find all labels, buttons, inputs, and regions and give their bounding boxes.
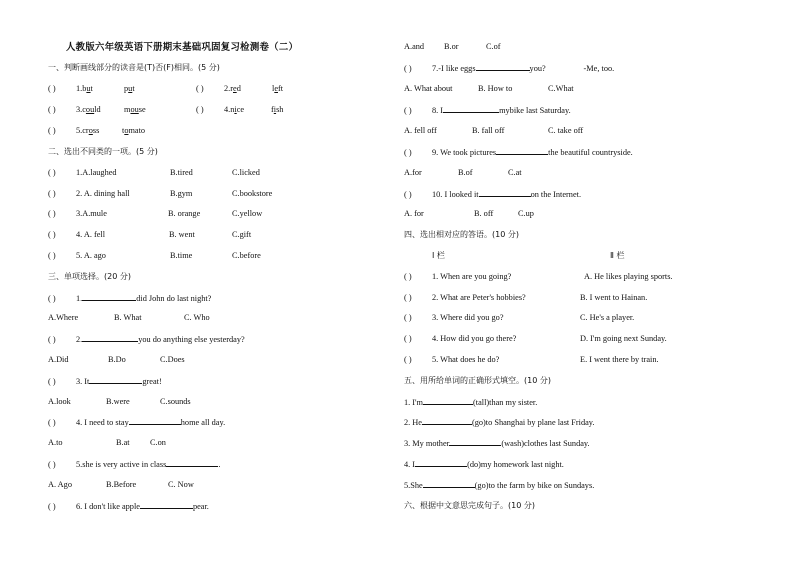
section-4-heading: 四、选出相对应的答语。(10 分)	[404, 230, 519, 239]
s4-row-3: ( ) 3. Where did you go? C. He's a player.	[404, 313, 635, 322]
s3-question-7: ( ) 7.-I like eggs you? -Me, too.	[404, 64, 615, 73]
s2-question-2: ( ) 2. A. dining hall B.gym C.bookstore	[48, 189, 273, 198]
s4-row-1: ( ) 1. When are you going? A. He likes playing sports.	[404, 272, 673, 281]
s1-word-3b: mouse	[124, 105, 146, 114]
s5-question-1: 1. I'm (tall)than my sister.	[404, 398, 538, 407]
s1-question-2: ( ) 2.red	[196, 84, 241, 93]
s3-question-4: ( ) 4. I need to stay home all day.	[48, 418, 226, 427]
s3-options-9: A.for B.of C.at	[404, 168, 522, 177]
s3-options-8: A. fell off B. fall off C. take off	[404, 126, 584, 135]
s4-row-5: ( ) 5. What does he do? E. I went there by train.	[404, 355, 659, 364]
s3-question-9: ( ) 9. We took pictures the beautiful countryside.	[404, 148, 633, 157]
s1-question-4: ( ) 4.nice	[196, 105, 245, 114]
section-2-heading: 二、选出不同类的一项。(5 分)	[48, 147, 158, 156]
section-1-heading: 一、判断画线部分的读音是(T)否(F)相同。(5 分)	[48, 63, 220, 72]
s3-options-1: A.Where B. What C. Who	[48, 313, 210, 322]
s3-options-5: A. Ago B.Before C. Now	[48, 480, 194, 489]
s5-question-2: 2. He (go)to Shanghai by plane last Friday.	[404, 418, 595, 427]
s3-options-2: A.Did B.Do C.Does	[48, 355, 185, 364]
s1-word-2b: left	[272, 84, 284, 93]
s2-question-1: ( ) 1.A.laughed B.tired C.licked	[48, 168, 260, 177]
s3-question-10: ( ) 10. I looked it on the Internet.	[404, 190, 582, 199]
s3-options-6: A.and B.or C.of	[404, 42, 501, 51]
s1-question-1: ( ) 1.but	[48, 84, 93, 93]
s3-question-2: ( ) 2. you do anything else yesterday?	[48, 335, 245, 344]
s3-question-5: ( ) 5.she is very active in class .	[48, 460, 221, 469]
s1-word-1b: put	[124, 84, 135, 93]
s1-word-5b: tomato	[122, 126, 146, 135]
section-5-heading: 五、用所给单词的正确形式填空。(10 分)	[404, 376, 551, 385]
s1-question-3: ( ) 3.could	[48, 105, 101, 114]
section-6-heading: 六、根据中文意思完成句子。(10 分)	[404, 501, 535, 510]
s5-question-4: 4. I (do)my homework last night.	[404, 460, 564, 469]
s5-question-3: 3. My mother (wash)clothes last Sunday.	[404, 439, 590, 448]
s3-question-8: ( ) 8. I mybike last Saturday.	[404, 106, 571, 115]
s1-word-4b: fish	[271, 105, 284, 114]
s3-options-10: A. for B. off C.up	[404, 209, 534, 218]
column-2-label: Ⅱ 栏	[610, 251, 625, 260]
s3-question-1: ( ) 1. did John do last night?	[48, 294, 212, 303]
s2-question-4: ( ) 4. A. fell B. went C.gift	[48, 230, 252, 239]
s2-question-3: ( ) 3.A.mule B. orange C.yellow	[48, 209, 263, 218]
s1-question-5: ( ) 5.cross	[48, 126, 100, 135]
s4-row-4: ( ) 4. How did you go there? D. I'm going next Sunday.	[404, 334, 667, 343]
column-1-label: I 栏	[432, 251, 445, 260]
s3-question-6: ( ) 6. I don't like apple pear.	[48, 502, 209, 511]
s2-question-5: ( ) 5. A. ago B.time C.before	[48, 251, 261, 260]
page-title: 人教版六年级英语下册期末基础巩固复习检测卷（二）	[66, 42, 299, 53]
s3-options-3: A.look B.were C.sounds	[48, 397, 191, 406]
s3-options-7: A. What about B. How to C.What	[404, 84, 574, 93]
section-3-heading: 三、单项选择。(20 分)	[48, 272, 131, 281]
s3-question-3: ( ) 3. It great!	[48, 377, 162, 386]
s5-question-5: 5.She (go)to the farm by bike on Sundays.	[404, 481, 595, 490]
s3-options-4: A.to B.at C.on	[48, 438, 166, 447]
s4-row-2: ( ) 2. What are Peter's hobbies? B. I went to Hainan.	[404, 293, 648, 302]
